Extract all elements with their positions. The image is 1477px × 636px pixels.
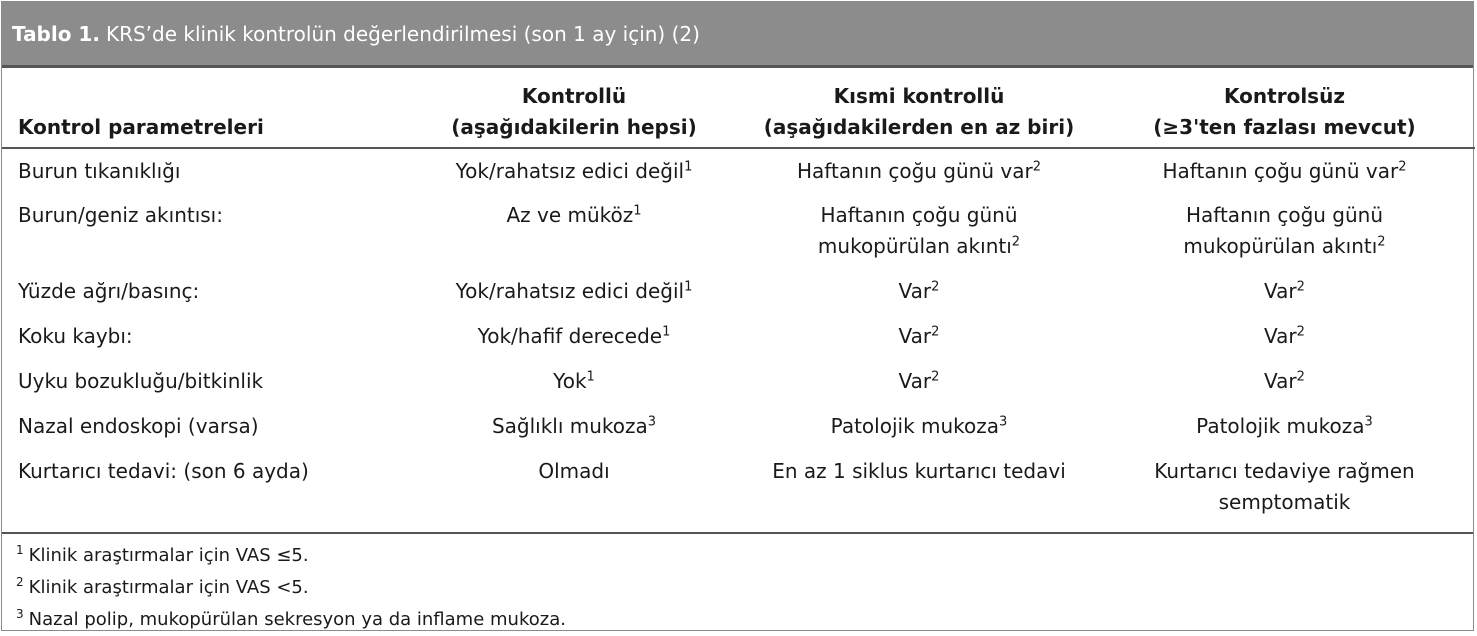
controlled-cell: Olmadı <box>538 459 610 483</box>
param-cell: Burun tıkanıklığı <box>18 159 181 183</box>
uncontrolled-cell: Kurtarıcı tedaviye rağmen semptomatik <box>1154 459 1415 514</box>
table-title-bar <box>2 2 1473 68</box>
header-controlled: Kontrollü (aşağıdakilerin hepsi) <box>404 68 744 148</box>
param-cell: Koku kaybı: <box>18 324 133 348</box>
header-parameters: Kontrol parametreleri <box>2 68 404 148</box>
param-cell: Uyku bozukluğu/bitkinlik <box>18 369 264 393</box>
param-cell: Burun/geniz akıntısı: <box>18 203 223 227</box>
param-cell: Yüzde ağrı/basınç: <box>18 279 200 303</box>
partial-cell: Var$^2$ <box>898 279 940 303</box>
controlled-cell: Yok/rahatsız edici değil$^1$ <box>455 279 693 303</box>
table-row <box>2 366 1475 411</box>
footnote-3: $^3$ Nazal polip, mukopürülan sekresyon ya da inflame mukoza. <box>16 607 566 630</box>
partial-cell: Patolojik mukoza$^3$ <box>830 414 1008 438</box>
footnote-1: $^1$ Klinik araştırmalar için VAS ≤5. <box>16 543 309 566</box>
table-row <box>2 276 1475 321</box>
controlled-cell: Yok$^1$ <box>553 369 595 393</box>
partial-cell: Var$^2$ <box>898 324 940 348</box>
footnote-2: $^2$ Klinik araştırmalar için VAS <5. <box>16 575 309 598</box>
partial-cell: En az 1 siklus kurtarıcı tedavi <box>772 459 1066 483</box>
controlled-cell: Sağlıklı mukoza$^3$ <box>491 414 657 438</box>
table-figure <box>1 1 1474 631</box>
table-caption: KRS’de klinik kontrolün değerlendirilmesi (son 1 ay için) (2) <box>105 21 700 46</box>
partial-cell: Haftanın çoğu günü var$^2$ <box>797 159 1041 183</box>
uncontrolled-cell: Haftanın çoğu günü mukopürülan akıntı$^2$ <box>1183 203 1386 258</box>
uncontrolled-cell: Var$^2$ <box>1264 279 1305 303</box>
table-row <box>2 200 1475 276</box>
header-uncontrolled: Kontrolsüz (≥3'ten fazlası mevcut) <box>1094 68 1475 148</box>
partial-cell: Var$^2$ <box>898 369 940 393</box>
uncontrolled-cell: Var$^2$ <box>1264 324 1305 348</box>
control-assessment-table <box>2 68 1475 532</box>
controlled-cell: Az ve müköz$^1$ <box>506 203 642 227</box>
uncontrolled-cell: Haftanın çoğu günü var$^2$ <box>1162 159 1407 183</box>
header-partially-controlled: Kısmi kontrollü (aşağıdakilerden en az biri) <box>744 68 1094 148</box>
table-number: Tablo 1. <box>12 21 100 46</box>
controlled-cell: Yok/hafif derecede$^1$ <box>477 324 671 348</box>
table-row <box>2 321 1475 366</box>
table-row <box>2 411 1475 456</box>
param-cell: Nazal endoskopi (varsa) <box>18 414 259 438</box>
header-row <box>2 68 1475 148</box>
table-row <box>2 456 1475 532</box>
controlled-cell: Yok/rahatsız edici değil$^1$ <box>455 159 693 183</box>
uncontrolled-cell: Patolojik mukoza$^3$ <box>1196 414 1373 438</box>
table-row <box>2 148 1475 200</box>
partial-cell: Haftanın çoğu günü mukopürülan akıntı$^2$ <box>817 203 1021 258</box>
uncontrolled-cell: Var$^2$ <box>1264 369 1305 393</box>
footnotes <box>2 532 1473 636</box>
param-cell: Kurtarıcı tedavi: (son 6 ayda) <box>18 459 309 483</box>
